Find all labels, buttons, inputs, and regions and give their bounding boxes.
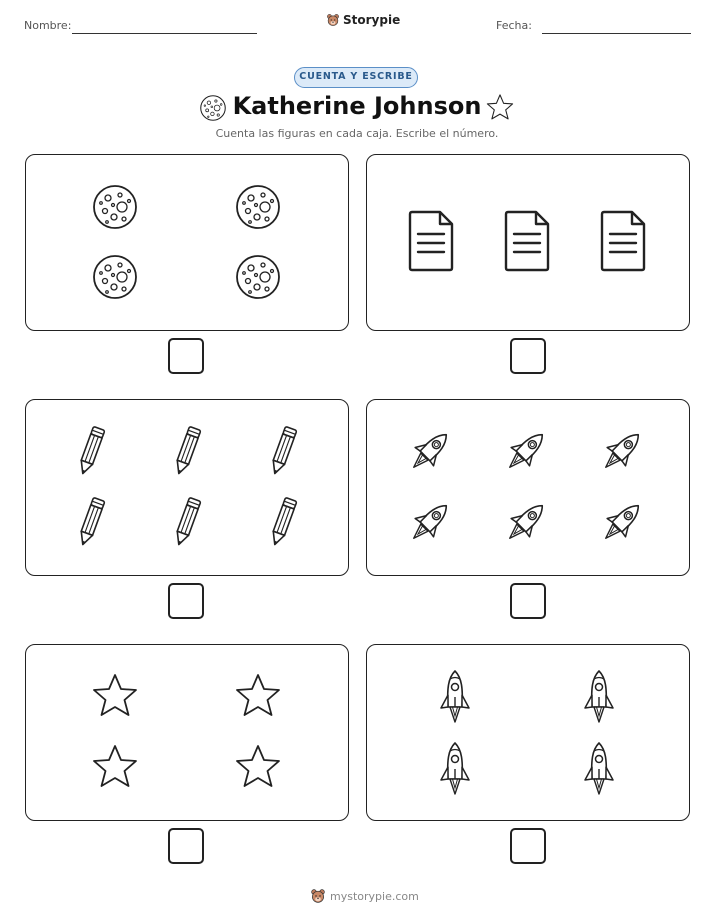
bear-icon: [326, 13, 340, 27]
bear-icon: [310, 888, 326, 904]
answer-box[interactable]: [510, 583, 546, 619]
answer-box[interactable]: [168, 338, 204, 374]
star-icon: [90, 672, 140, 720]
pencil-icon: [267, 425, 299, 477]
star-icon: [233, 672, 283, 720]
count-box-rockets-upright: [366, 644, 690, 821]
count-box-moons: [25, 154, 349, 331]
pencil-icon: [75, 425, 107, 477]
pencil-icon: [267, 496, 299, 548]
brand-name: Storypie: [343, 13, 401, 27]
rocket-icon: [581, 669, 617, 725]
moon-icon: [234, 253, 282, 301]
name-field[interactable]: [72, 33, 257, 34]
moon-icon: [91, 253, 139, 301]
count-box-pencils: [25, 399, 349, 576]
rocket-icon: [404, 425, 456, 477]
date-label: Fecha:: [496, 19, 532, 32]
document-icon: [598, 210, 646, 272]
rocket-icon: [404, 496, 456, 548]
document-icon: [502, 210, 550, 272]
rocket-icon: [596, 496, 648, 548]
brand-logo: [326, 13, 400, 27]
date-field[interactable]: [542, 33, 691, 34]
pencil-icon: [171, 496, 203, 548]
rocket-icon: [437, 669, 473, 725]
page-title: Katherine Johnson: [232, 92, 482, 120]
pencil-icon: [75, 496, 107, 548]
pencil-icon: [171, 425, 203, 477]
rocket-icon: [437, 741, 473, 797]
star-icon: [90, 743, 140, 791]
instructions: Cuenta las figuras en cada caja. Escribe el número.: [215, 127, 499, 140]
rocket-icon: [500, 496, 552, 548]
count-box-stars: [25, 644, 349, 821]
rocket-icon: [581, 741, 617, 797]
footer-url[interactable]: mystorypie.com: [330, 889, 419, 903]
name-label: Nombre:: [24, 19, 72, 32]
star-icon: [233, 743, 283, 791]
star-icon: [485, 93, 515, 122]
moon-icon: [234, 183, 282, 231]
rocket-icon: [500, 425, 552, 477]
rocket-icon: [596, 425, 648, 477]
count-box-rockets: [366, 399, 690, 576]
answer-box[interactable]: [168, 583, 204, 619]
answer-box[interactable]: [168, 828, 204, 864]
document-icon: [406, 210, 454, 272]
moon-icon: [91, 183, 139, 231]
answer-box[interactable]: [510, 828, 546, 864]
footer: [310, 888, 419, 904]
count-box-documents: [366, 154, 690, 331]
answer-box[interactable]: [510, 338, 546, 374]
activity-badge: CUENTA Y ESCRIBE: [294, 67, 418, 88]
